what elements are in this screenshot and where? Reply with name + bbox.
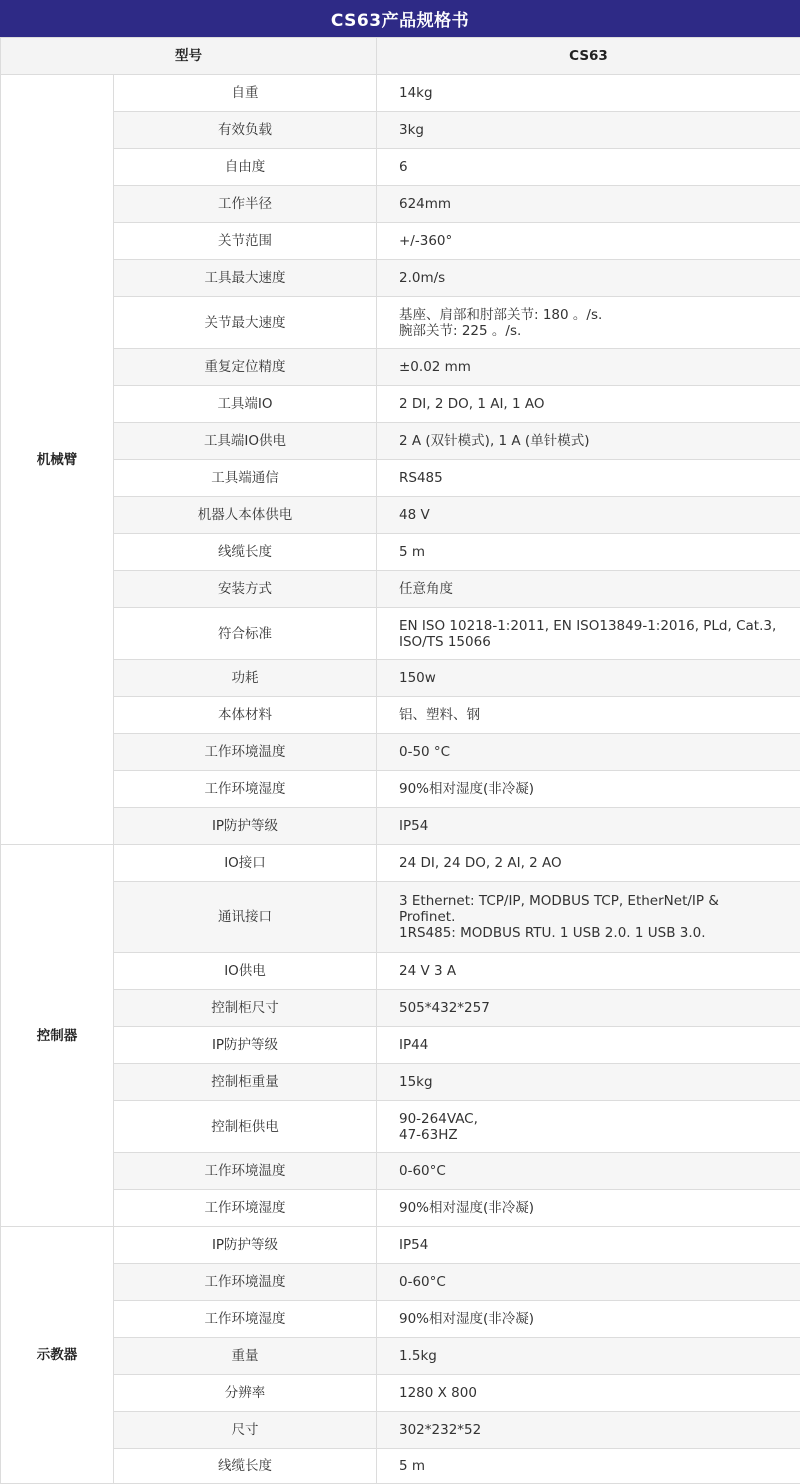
spec-value: 铝、塑料、钢 [377, 697, 800, 734]
spec-key: 分辨率 [114, 1375, 377, 1412]
spec-value: 624mm [377, 186, 800, 223]
spec-key: 本体材料 [114, 697, 377, 734]
group-label: 示教器 [1, 1227, 114, 1484]
spec-row [1, 953, 800, 990]
spec-value: ±0.02 mm [377, 349, 800, 386]
spec-key: 有效负载 [114, 112, 377, 149]
spec-row [1, 1153, 800, 1190]
spec-key: IP防护等级 [114, 1027, 377, 1064]
spec-row [1, 186, 800, 223]
spec-key: 工作环境湿度 [114, 1190, 377, 1227]
spec-key: 工具端IO供电 [114, 423, 377, 460]
spec-value: 5 m [377, 534, 800, 571]
spec-key: IP防护等级 [114, 1227, 377, 1264]
spec-row [1, 297, 800, 349]
model-value: CS63 [377, 38, 800, 75]
spec-key: 关节范围 [114, 223, 377, 260]
spec-key: 通讯接口 [114, 882, 377, 953]
spec-key: 工作环境温度 [114, 1153, 377, 1190]
group-label: 控制器 [1, 845, 114, 1227]
header-row [1, 38, 800, 75]
spec-key: 工作半径 [114, 186, 377, 223]
spec-key: 重复定位精度 [114, 349, 377, 386]
spec-row [1, 1264, 800, 1301]
spec-row [1, 349, 800, 386]
spec-value: 2 A (双针模式), 1 A (单针模式) [377, 423, 800, 460]
spec-value: 0-60°C [377, 1264, 800, 1301]
spec-value: 15kg [377, 1064, 800, 1101]
spec-value: 0-60°C [377, 1153, 800, 1190]
spec-row [1, 808, 800, 845]
spec-row [1, 990, 800, 1027]
spec-key: 控制柜供电 [114, 1101, 377, 1153]
spec-row [1, 608, 800, 660]
spec-value: IP54 [377, 1227, 800, 1264]
spec-key: 关节最大速度 [114, 297, 377, 349]
spec-value: 14kg [377, 75, 800, 112]
spec-key: 工具端通信 [114, 460, 377, 497]
spec-row [1, 660, 800, 697]
spec-row [1, 1027, 800, 1064]
spec-key: 线缆长度 [114, 1449, 377, 1484]
spec-value: 2 DI, 2 DO, 1 AI, 1 AO [377, 386, 800, 423]
spec-row [1, 1375, 800, 1412]
spec-value: 48 V [377, 497, 800, 534]
page-title: CS63产品规格书 [0, 0, 800, 37]
group-label: 机械臂 [1, 75, 114, 845]
spec-key: 符合标准 [114, 608, 377, 660]
spec-key: 控制柜重量 [114, 1064, 377, 1101]
spec-value: 6 [377, 149, 800, 186]
spec-key: 工具端IO [114, 386, 377, 423]
spec-row [1, 112, 800, 149]
spec-key: 自重 [114, 75, 377, 112]
spec-value: 0-50 °C [377, 734, 800, 771]
spec-row [1, 771, 800, 808]
spec-row [1, 460, 800, 497]
spec-value: 90%相对湿度(非冷凝) [377, 1301, 800, 1338]
spec-key: 功耗 [114, 660, 377, 697]
spec-row [1, 1338, 800, 1375]
spec-row [1, 697, 800, 734]
spec-key: 线缆长度 [114, 534, 377, 571]
spec-row [1, 534, 800, 571]
spec-row [1, 1449, 800, 1484]
spec-row [1, 1227, 800, 1264]
spec-value: 24 DI, 24 DO, 2 AI, 2 AO [377, 845, 800, 882]
spec-key: IO供电 [114, 953, 377, 990]
spec-value: 基座、肩部和肘部关节: 180 。/s. 腕部关节: 225 。/s. [377, 297, 800, 349]
spec-row [1, 734, 800, 771]
spec-row [1, 149, 800, 186]
spec-value: 24 V 3 A [377, 953, 800, 990]
spec-row [1, 223, 800, 260]
spec-table [0, 37, 800, 1484]
spec-value: 5 m [377, 1449, 800, 1484]
spec-value: 2.0m/s [377, 260, 800, 297]
spec-key: 工作环境温度 [114, 1264, 377, 1301]
spec-value: 90-264VAC, 47-63HZ [377, 1101, 800, 1153]
model-label: 型号 [1, 38, 377, 75]
spec-row [1, 1190, 800, 1227]
spec-key: 控制柜尺寸 [114, 990, 377, 1027]
spec-key: 安装方式 [114, 571, 377, 608]
spec-value: 任意角度 [377, 571, 800, 608]
spec-key: 机器人本体供电 [114, 497, 377, 534]
spec-value: 150w [377, 660, 800, 697]
spec-value: 3kg [377, 112, 800, 149]
spec-key: 重量 [114, 1338, 377, 1375]
spec-key: 工作环境湿度 [114, 771, 377, 808]
spec-row [1, 75, 800, 112]
spec-row [1, 571, 800, 608]
spec-value: 505*432*257 [377, 990, 800, 1027]
spec-row [1, 1101, 800, 1153]
spec-row [1, 1301, 800, 1338]
spec-key: 工具最大速度 [114, 260, 377, 297]
spec-value: 3 Ethernet: TCP/IP, MODBUS TCP, EtherNet/IP & Profinet. 1RS485: MODBUS RTU. 1 USB 2.0. 1 USB 3.0. [377, 882, 800, 953]
spec-value: +/-360° [377, 223, 800, 260]
spec-key: 工作环境温度 [114, 734, 377, 771]
spec-value: IP54 [377, 808, 800, 845]
spec-key: 自由度 [114, 149, 377, 186]
spec-value: 302*232*52 [377, 1412, 800, 1449]
spec-value: 1.5kg [377, 1338, 800, 1375]
spec-row [1, 1064, 800, 1101]
spec-value: EN ISO 10218-1:2011, EN ISO13849-1:2016, PLd, Cat.3, ISO/TS 15066 [377, 608, 800, 660]
spec-row [1, 386, 800, 423]
spec-key: 工作环境湿度 [114, 1301, 377, 1338]
spec-row [1, 497, 800, 534]
spec-row [1, 260, 800, 297]
spec-row [1, 423, 800, 460]
spec-row [1, 882, 800, 953]
spec-value: RS485 [377, 460, 800, 497]
spec-row [1, 845, 800, 882]
spec-row [1, 1412, 800, 1449]
spec-value: 1280 X 800 [377, 1375, 800, 1412]
spec-key: IO接口 [114, 845, 377, 882]
spec-key: 尺寸 [114, 1412, 377, 1449]
spec-value: IP44 [377, 1027, 800, 1064]
spec-key: IP防护等级 [114, 808, 377, 845]
spec-value: 90%相对湿度(非冷凝) [377, 771, 800, 808]
spec-value: 90%相对湿度(非冷凝) [377, 1190, 800, 1227]
